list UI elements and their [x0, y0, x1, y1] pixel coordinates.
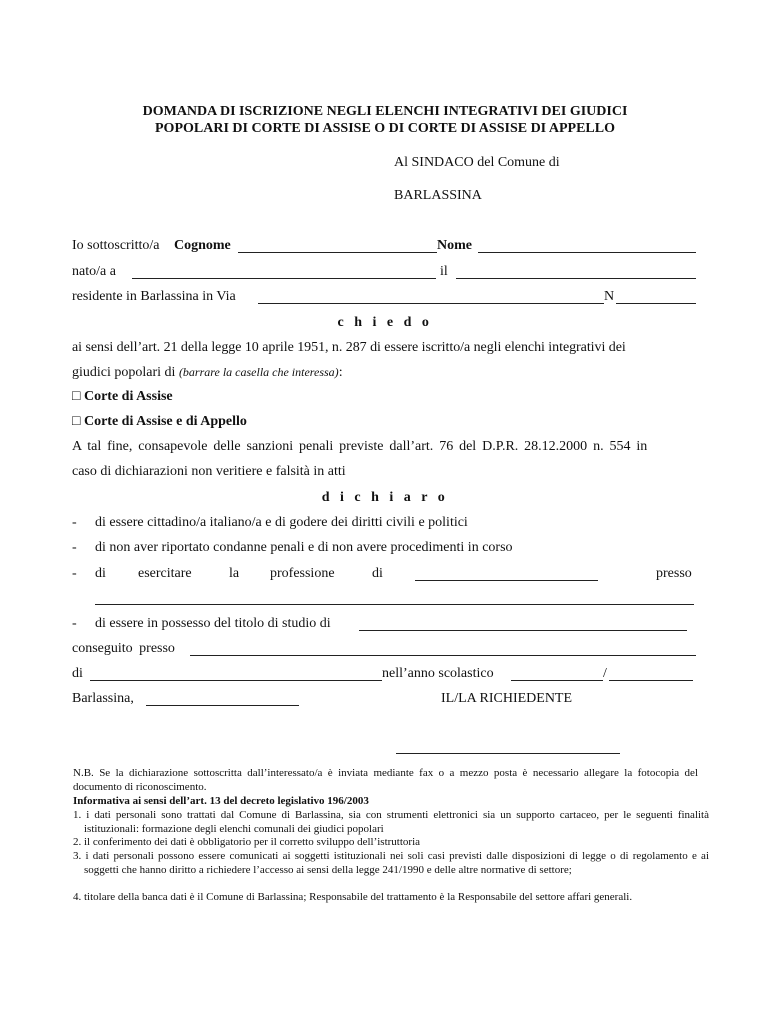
declaration-condanne: di non aver riportato condanne penali e di non avere procedimenti in corso: [95, 540, 513, 555]
request-colon: :: [338, 365, 343, 380]
informativa-item: 2. il conferimento dei dati è obbligatorio per il corretto sviluppo dell’istruttoria: [73, 836, 421, 848]
street-number-field[interactable]: [616, 303, 696, 304]
checkbox-icon[interactable]: □: [72, 414, 81, 429]
profession-word: professione: [270, 566, 335, 581]
titolo-label: di essere in possesso del titolo di studio di: [95, 616, 331, 631]
informativa-item: 4. titolare della banca dati è il Comune di Barlassina; Responsabile del trattamento è la Responsabile del settore affari generali.: [73, 891, 633, 903]
declaration-dash: -: [72, 616, 77, 631]
n-label: N: [604, 289, 615, 304]
aware-text-line1: [72, 439, 698, 455]
presso-label: presso: [656, 566, 692, 581]
informativa-title: Informativa ai sensi dell’art. 13 del decreto legislativo 196/2003: [73, 795, 369, 807]
titolo-field[interactable]: [359, 630, 687, 631]
nome-label: Nome: [437, 238, 472, 253]
request-text2: giudici popolari di: [72, 365, 179, 380]
street-field[interactable]: [258, 303, 604, 304]
profession-word: esercitare: [138, 566, 192, 581]
profession-word: di: [95, 566, 106, 581]
place-label: Barlassina,: [72, 691, 134, 706]
il-label: il: [440, 264, 448, 279]
option-corte-assise-appello[interactable]: [72, 414, 247, 430]
school-field[interactable]: [90, 680, 382, 681]
informativa-item: 3. i dati personali possono essere comunicati ai soggetti istituzionali nei soli casi previsti dalle disposizioni di legge o di regolamento e ai soggetti che hanno diritto a richiedere l’accesso ai sensi della legge 241/1990 e delle altre normative di settore;: [73, 850, 709, 876]
option-label: Corte di Assise e di Appello: [83, 414, 247, 429]
year-end-field[interactable]: [609, 680, 693, 681]
conseguito-field[interactable]: [190, 655, 696, 656]
residente-label: residente in Barlassina in Via: [72, 289, 236, 304]
conseguito-label: conseguito presso: [72, 641, 175, 656]
anno-separator: /: [603, 666, 607, 681]
cognome-field[interactable]: [238, 252, 437, 253]
nome-field[interactable]: [478, 252, 696, 253]
request-text-line2: [72, 365, 343, 381]
di-label: di: [72, 666, 83, 681]
birthdate-field[interactable]: [456, 278, 696, 279]
informativa-item: 1. i dati personali sono trattati dal Comune di Barlassina, sia con strumenti elettronici sia un supporto cartaceo, per le seguenti finalità istituzionali: formazione degli elenchi comunali dei giudici popolari: [73, 809, 709, 835]
recipient-line2: BARLASSINA: [394, 188, 482, 203]
profession-word: la: [229, 566, 240, 581]
request-hint: (barrare la casella che interessa): [178, 365, 339, 379]
intro-text: Io sottoscritto/a: [72, 238, 160, 253]
checkbox-icon[interactable]: □: [72, 389, 81, 404]
chiedo-heading: c h i e d o: [337, 315, 433, 330]
declaration-dash: -: [72, 566, 77, 581]
option-label: Corte di Assise: [83, 389, 173, 404]
profession-field[interactable]: [415, 580, 598, 581]
presso-field[interactable]: [95, 604, 694, 605]
cognome-label: Cognome: [174, 238, 231, 253]
signature-label: IL/LA RICHIEDENTE: [441, 691, 573, 706]
anno-label: nell’anno scolastico: [382, 666, 494, 681]
recipient-line1: Al SINDACO del Comune di: [394, 155, 560, 170]
dichiaro-heading: d i c h i a r o: [321, 490, 449, 505]
declaration-dash: -: [72, 515, 77, 530]
declaration-cittadino: di essere cittadino/a italiano/a e di godere dei diritti civili e politici: [95, 515, 468, 530]
aware-text: A tal fine, consapevole delle sanzioni penali previste dall’art. 76 del D.P.R. 28.12.2000 n. 554 in: [72, 439, 648, 454]
declaration-dash: -: [72, 540, 77, 555]
nato-label: nato/a a: [72, 264, 116, 279]
date-field[interactable]: [146, 705, 299, 706]
year-start-field[interactable]: [511, 680, 603, 681]
document-title-line1: DOMANDA DI ISCRIZIONE NEGLI ELENCHI INTEGRATIVI DEI GIUDICI: [142, 104, 628, 119]
aware-text-line2: caso di dichiarazioni non veritiere e falsità in atti: [72, 464, 346, 479]
option-corte-assise[interactable]: [72, 389, 173, 405]
birthplace-field[interactable]: [132, 278, 436, 279]
signature-line[interactable]: [396, 753, 620, 754]
nb-note: N.B. Se la dichiarazione sottoscritta dall’interessato/a è inviata mediante fax o a mezzo posta è necessario allegare la fotocopia del documento di riconoscimento.: [73, 767, 698, 793]
request-text: ai sensi dell’art. 21 della legge 10 aprile 1951, n. 287 di essere iscritto/a negli elenchi integrativi dei: [72, 340, 626, 355]
document-title-line2: POPOLARI DI CORTE DI ASSISE O DI CORTE DI ASSISE DI APPELLO: [155, 121, 615, 136]
profession-word: di: [372, 566, 383, 581]
